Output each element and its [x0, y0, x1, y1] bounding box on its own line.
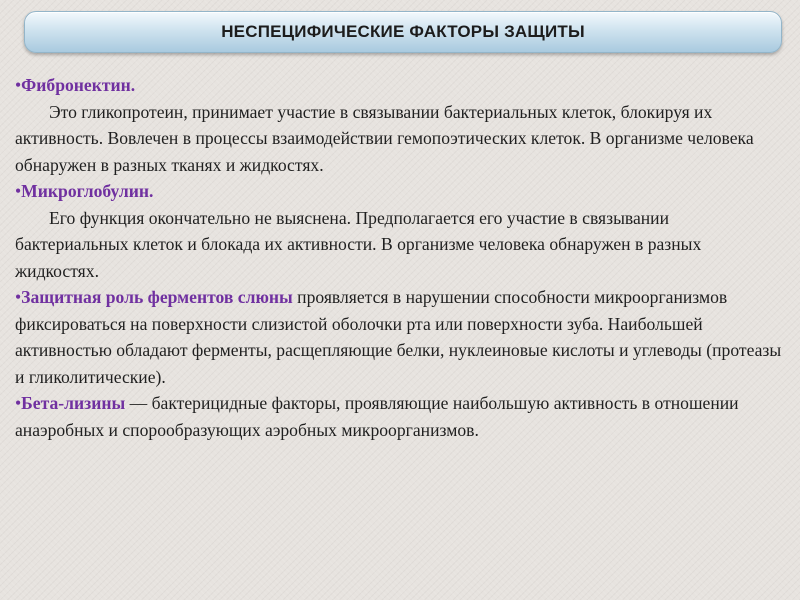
term-microglobulin: Микроглобулин. [21, 181, 154, 201]
bullet-icon: • [15, 181, 22, 201]
term-beta-lysins: Бета-лизины [21, 393, 126, 413]
bullet-icon: • [15, 287, 22, 307]
content-body [15, 72, 785, 443]
body-beta-lysins: — бактерицидные факторы, проявляющие наибольшую активность в отношении анаэробных и спорообразующих аэробных микроорганизмов. [15, 393, 739, 440]
term-fibronectin: Фибронектин. [21, 75, 136, 95]
item-fibronectin [15, 72, 785, 178]
bullet-icon: • [15, 393, 22, 413]
slide-title: НЕСПЕЦИФИЧЕСКИЕ ФАКТОРЫ ЗАЩИТЫ [221, 22, 585, 41]
body-fibronectin: Это гликопротеин, принимает участие в связывании бактериальных клеток, блокируя их активность. Вовлечен в процессы взаимодействии гемопоэтических клеток. В организме человека обнаружен в разных тканях и жидкостях. [15, 101, 754, 175]
body-microglobulin: Его функция окончательно не выяснена. Предполагается его участие в связывании бактериальных клеток и блокада их активности. В организме человека обнаружен в разных жидкостях. [15, 207, 702, 281]
bullet-icon: • [15, 75, 22, 95]
body-saliva-enzymes: проявляется в нарушении способности микроорганизмов фиксироваться на поверхности слизистой оболочки рта или поверхности зуба. Наибольшей активностью обладают ферменты, расщепляющие белки, нуклеиновые кислоты и углеводы (протеазы и гликолитические). [15, 287, 782, 387]
term-saliva-enzymes: Защитная роль ферментов слюны [21, 287, 293, 307]
item-saliva-enzymes [15, 284, 785, 390]
item-beta-lysins [15, 390, 785, 443]
title-banner [24, 11, 782, 53]
item-microglobulin [15, 178, 785, 284]
